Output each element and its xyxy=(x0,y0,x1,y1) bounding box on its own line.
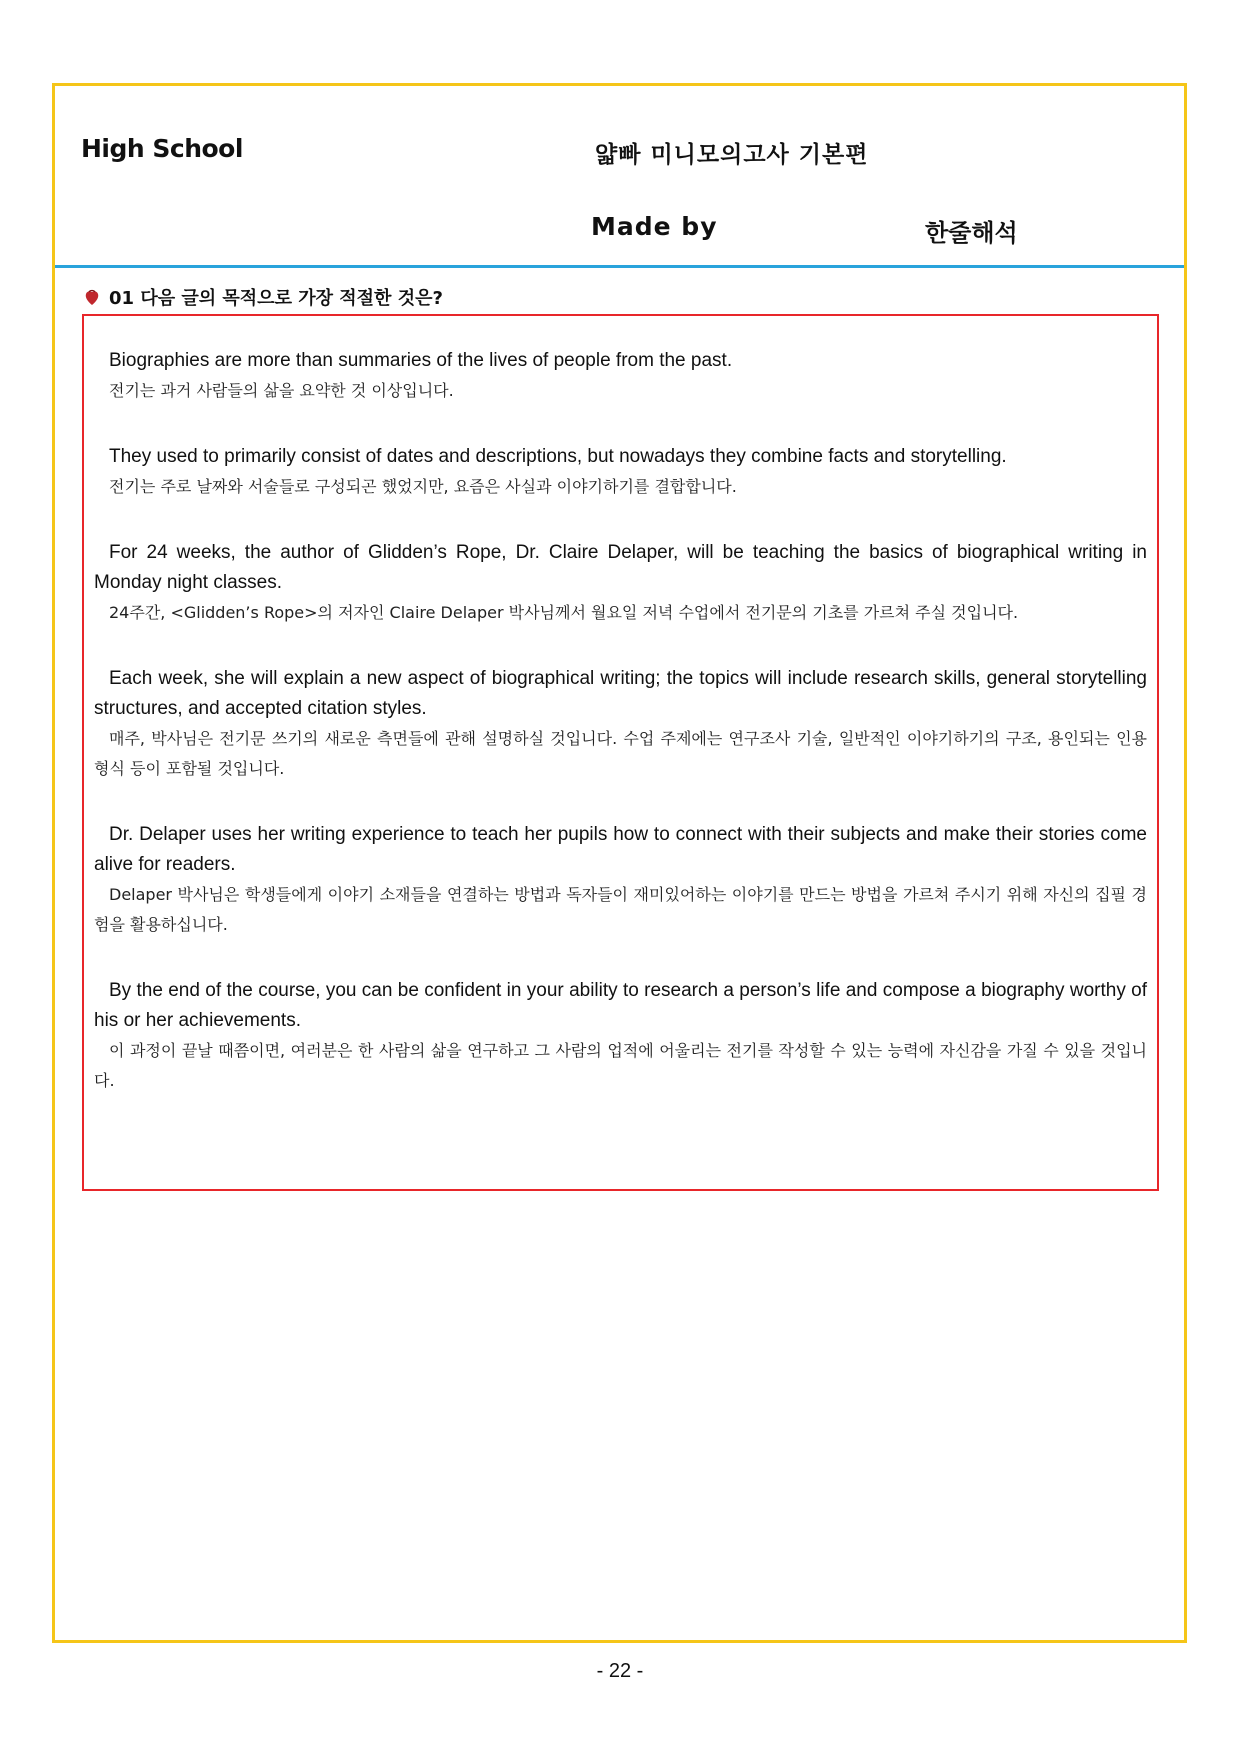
korean-translation: 전기는 주로 날짜와 서술들로 구성되곤 했었지만, 요즘은 사실과 이야기하기를 결합합니다. xyxy=(109,477,737,496)
english-sentence: By the end of the course, you can be confident in your ability to research a person’s life and compose a biography worthy of his or her achievements. xyxy=(94,980,1147,1031)
korean-translation: 24주간, <Glidden’s Rope>의 저자인 Claire Delaper 박사님께서 월요일 저녁 수업에서 전기문의 기초를 가르쳐 주실 것입니다. xyxy=(109,603,1019,622)
page-number: - 22 - xyxy=(596,1660,644,1682)
passage-box xyxy=(82,314,1159,1191)
paragraph xyxy=(94,664,1147,784)
korean-translation: 이 과정이 끝날 때쯤이면, 여러분은 한 사람의 삶을 연구하고 그 사람의 업적에 어울리는 전기를 작성할 수 있는 능력에 자신감을 가질 수 있을 것입니다. xyxy=(94,1041,1147,1090)
paragraph xyxy=(94,538,1147,628)
question-heading xyxy=(85,284,443,310)
english-sentence: Each week, she will explain a new aspect of biographical writing; the topics will include research skills, general storytelling structures, and accepted citation styles. xyxy=(94,668,1147,719)
paragraph xyxy=(94,346,1147,406)
english-sentence: Dr. Delaper uses her writing experience to teach her pupils how to connect with their subjects and make their stories come alive for readers. xyxy=(94,824,1147,875)
english-sentence: For 24 weeks, the author of Glidden’s Rope, Dr. Claire Delaper, will be teaching the basics of biographical writing in Monday night classes. xyxy=(94,542,1147,593)
page-frame xyxy=(52,83,1187,1643)
korean-translation: 전기는 과거 사람들의 삶을 요약한 것 이상입니다. xyxy=(109,381,454,400)
paragraph xyxy=(94,976,1147,1096)
school-label: High School xyxy=(81,134,243,163)
paragraph xyxy=(94,442,1147,502)
strawberry-bullet-icon xyxy=(85,289,99,306)
english-sentence: Biographies are more than summaries of the lives of people from the past. xyxy=(109,350,733,371)
exam-title: 얇빠 미니모의고사 기본편 xyxy=(595,142,869,168)
page-header xyxy=(55,86,1184,268)
author-name: 한줄해석 xyxy=(925,219,1018,247)
question-text: 01 다음 글의 목적으로 가장 적절한 것은? xyxy=(109,288,443,309)
paragraph xyxy=(94,820,1147,940)
korean-translation: 매주, 박사님은 전기문 쓰기의 새로운 측면들에 관해 설명하실 것입니다. 수업 주제에는 연구조사 기술, 일반적인 이야기하기의 구조, 용인되는 인용 형식 등이 포함될 것입니다. xyxy=(94,729,1147,778)
english-sentence: They used to primarily consist of dates and descriptions, but nowadays they combine facts and storytelling. xyxy=(109,446,1007,467)
korean-translation: Delaper 박사님은 학생들에게 이야기 소재들을 연결하는 방법과 독자들이 재미있어하는 이야기를 만드는 방법을 가르쳐 주시기 위해 자신의 집필 경험을 활용하십니다. xyxy=(94,885,1147,934)
made-by-label: Made by xyxy=(591,212,718,241)
